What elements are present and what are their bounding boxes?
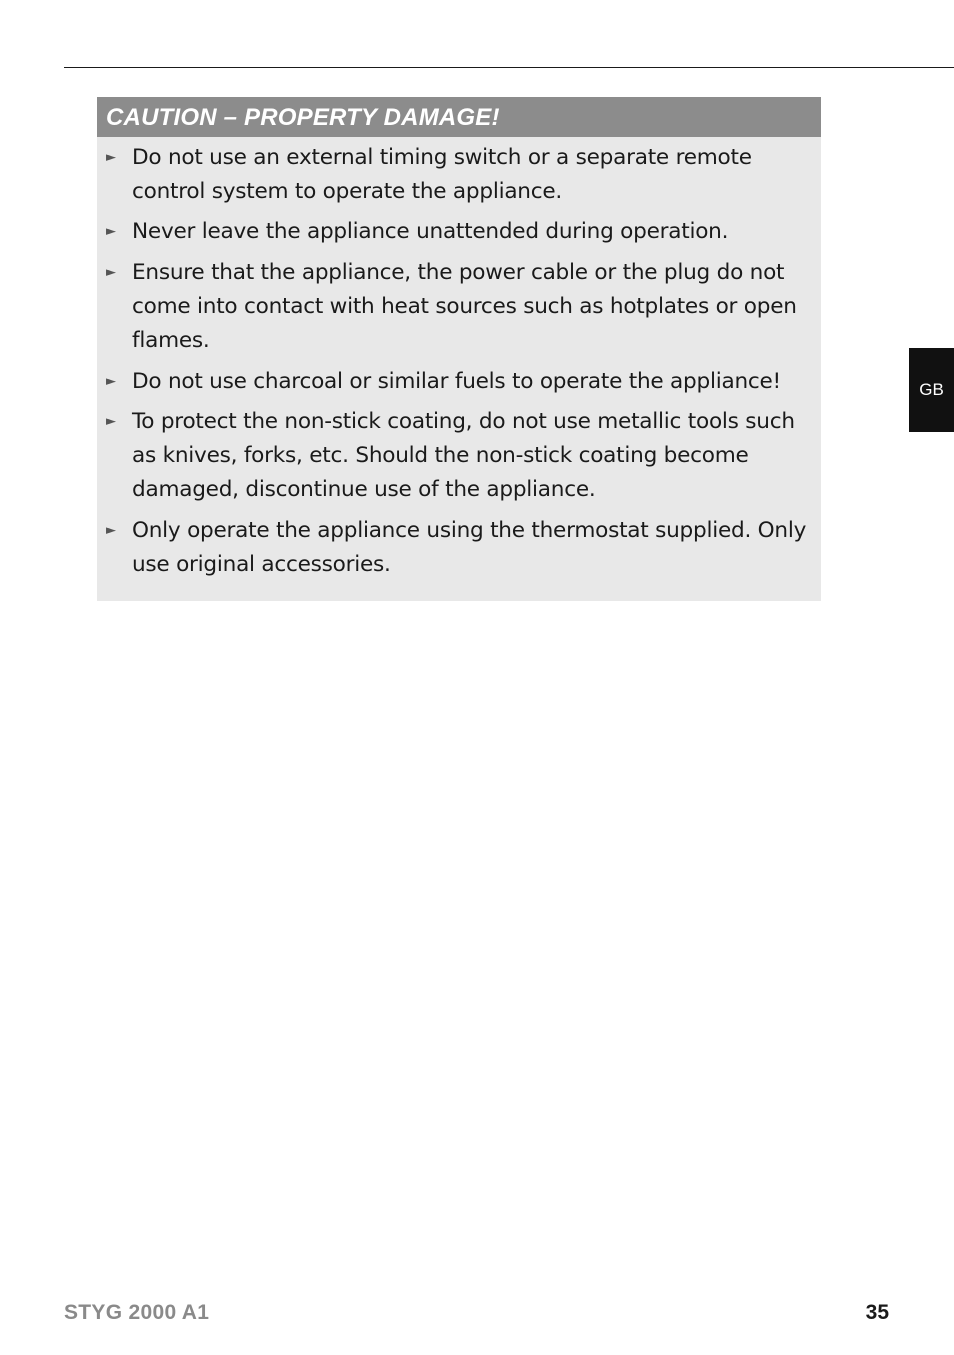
bullet-arrow-icon: ► <box>106 224 116 239</box>
caution-header: CAUTION – PROPERTY DAMAGE! <box>97 97 821 137</box>
bullet-arrow-icon: ► <box>106 374 116 389</box>
caution-item-text: Only operate the appliance using the thermostat supplied. Only use original accessories. <box>132 518 807 577</box>
caution-item-text: Ensure that the appliance, the power cable or the plug do not come into contact with heat sources such as hotplates or open flames. <box>132 260 797 353</box>
caution-item-text: Do not use an external timing switch or a separate remote control system to operate the appliance. <box>132 145 752 204</box>
bullet-arrow-icon: ► <box>106 523 116 538</box>
caution-item-text: Never leave the appliance unattended during operation. <box>132 219 729 244</box>
bullet-arrow-icon: ► <box>106 150 116 165</box>
language-tab: GB <box>909 348 954 432</box>
bullet-arrow-icon: ► <box>106 414 116 429</box>
top-rule <box>64 67 954 68</box>
footer-page-number: 35 <box>865 1301 889 1324</box>
footer-model-number: STYG 2000 A1 <box>64 1301 210 1324</box>
caution-item-text: To protect the non-stick coating, do not use metallic tools such as knives, forks, etc. Should the non-stick coating become damaged, discontinue use of the appliance. <box>132 409 795 502</box>
caution-item-text: Do not use charcoal or similar fuels to operate the appliance! <box>132 369 781 394</box>
bullet-arrow-icon: ► <box>106 265 116 280</box>
caution-box <box>97 97 821 601</box>
